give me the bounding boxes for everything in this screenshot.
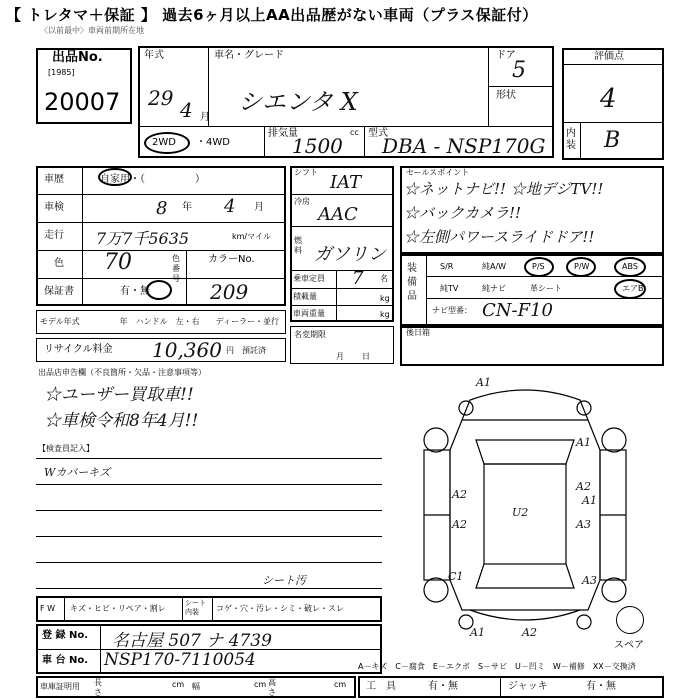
- lot-number: 20007: [44, 88, 121, 116]
- model-value: DBA - NSP170G: [382, 134, 546, 158]
- mileage-unit: km/マイル: [232, 232, 271, 241]
- cert-label: 車庫証明用: [40, 682, 80, 691]
- inspection-year-unit: 年: [182, 202, 192, 213]
- inspector-label: 【検査員記入】: [38, 444, 94, 453]
- cert-length: 長さ: [94, 678, 102, 697]
- drive-4wd: ・4WD: [196, 137, 230, 148]
- declaration-line-1: ☆ユーザー買取車!!: [44, 385, 194, 405]
- equip-pw: P/W: [574, 262, 590, 271]
- fuel-label: 燃料: [294, 236, 302, 255]
- inspector-note: Wカバーキズ: [44, 466, 111, 479]
- nav-value: CN-F10: [482, 300, 553, 321]
- sheet-note: シート汚: [262, 574, 306, 587]
- equip-ps: P/S: [532, 262, 545, 271]
- door-label: ドア: [496, 50, 516, 61]
- cert-length-unit: cm: [172, 680, 185, 689]
- warranty-label: 保証書: [44, 286, 74, 297]
- recycle-value: 10,360: [152, 338, 222, 362]
- chassis-value: NSP170-7110054: [104, 650, 256, 670]
- jack-value: 有・無: [586, 681, 616, 692]
- mark-11: A2: [522, 626, 537, 639]
- score-label: 評価点: [594, 51, 624, 62]
- equip-pw-circle: [566, 257, 596, 277]
- spare-tire-icon: [616, 606, 644, 634]
- history-value: 自家用・（ ）: [100, 174, 205, 185]
- recycle-unit: 円 預託済: [226, 346, 266, 355]
- mark-12: A3: [582, 574, 597, 587]
- equip-abs-circle: [614, 257, 646, 277]
- lot-small-number: [1985]: [48, 68, 75, 77]
- reg-label: 登 録 No.: [42, 630, 89, 641]
- month-value: 4: [180, 98, 193, 122]
- inspection-year: 8: [156, 198, 168, 219]
- spare-label: スペア: [614, 640, 644, 651]
- inspection-month: 4: [224, 196, 236, 217]
- cert-width-unit: cm: [254, 680, 267, 689]
- damage-legend: A－キズ C－腐食 E－エクボ S－サビ U－凹ミ W－補修 XX－交換済: [358, 662, 636, 671]
- capacity-label: 乗車定員: [293, 274, 325, 283]
- fuel-value: ガソリン: [314, 244, 386, 265]
- equip-ps-circle: [524, 257, 554, 277]
- interior-value: B: [604, 128, 621, 153]
- recycle-label: リサイクル料金: [44, 344, 113, 355]
- color-code-value: 209: [210, 280, 249, 304]
- cert-height-unit: cm: [334, 680, 347, 689]
- equip-sr: S/R: [440, 262, 454, 271]
- mark-6: A2: [452, 518, 467, 531]
- sales-title: セールスポイント: [406, 168, 470, 177]
- model-year-text: モデル年式 年 ハンドル 左・右 ディーラー・並行: [40, 317, 279, 326]
- jack-label: ジャッキ: [508, 681, 548, 692]
- mark-10: A1: [470, 626, 485, 639]
- chassis-label: 車 台 No.: [42, 655, 89, 666]
- color-no-label: 色番号: [172, 254, 180, 283]
- name-value: シエンタ X: [238, 88, 358, 116]
- color-code-label: カラーNo.: [208, 254, 255, 265]
- interior-label: 内装: [566, 128, 576, 151]
- model-label: 型式: [368, 128, 388, 139]
- warranty-circle: [146, 280, 172, 300]
- header-subtext: 〈以前最中〉車両前期所在地: [40, 26, 144, 35]
- lot-label: 出品No.: [52, 50, 103, 65]
- mark-7: A1: [582, 494, 597, 507]
- after-label: 後日箱: [406, 328, 430, 337]
- weight-unit: kg: [380, 310, 390, 319]
- equip-tv: 純TV: [440, 284, 459, 293]
- load-label: 積載量: [293, 292, 317, 301]
- tools-label: 工 具: [366, 681, 396, 692]
- equip-airbag: エアB: [622, 284, 644, 293]
- year-value: 29: [148, 86, 174, 110]
- mark-5: A2: [576, 480, 591, 493]
- sales-line-3: ☆左側パワースライドドア!!: [404, 228, 595, 246]
- seat-label: シート内装: [185, 599, 206, 616]
- sales-line-2: ☆バックカメラ!!: [404, 204, 522, 222]
- mark-2: A1: [576, 436, 591, 449]
- fw-label: F W: [40, 604, 56, 613]
- displacement-unit: cc: [350, 128, 359, 137]
- name-change-unit: 月日: [336, 352, 388, 361]
- inspection-month-unit: 月: [254, 202, 264, 213]
- tools-value: 有・無: [428, 681, 458, 692]
- declaration-line-2: ☆車検令和8年4月!!: [44, 411, 199, 431]
- nav-label: ナビ型番：: [432, 306, 472, 315]
- score-value: 4: [600, 84, 617, 114]
- mileage-value: 7万7千5635: [96, 229, 190, 248]
- mileage-label: 走行: [44, 230, 64, 241]
- after-box: [400, 326, 664, 366]
- cert-height: 高さ: [268, 678, 276, 697]
- sales-line-1: ☆ネットナビ!! ☆地デジTV!!: [404, 180, 604, 198]
- equip-alloy: 純A/W: [482, 262, 507, 271]
- inspection-label: 車検: [44, 202, 64, 213]
- color-value: 70: [104, 250, 132, 275]
- fw-items: キズ・ヒビ・リペア・割レ: [70, 604, 166, 613]
- seat-items: コゲ・穴・汚レ・シミ・破レ・スレ: [216, 604, 344, 613]
- capacity-value: 7: [352, 268, 364, 289]
- aircon-label: 冷房: [294, 197, 310, 206]
- aircon-value: AAC: [318, 204, 358, 225]
- drive-2wd: 2WD: [152, 137, 176, 148]
- declaration-label: 出品店申告欄（不良箇所・欠品・注意事項等）: [38, 368, 206, 377]
- name-change-label: 名変期限: [294, 330, 326, 339]
- color-label: 色: [54, 258, 64, 269]
- shift-label: シフト: [294, 168, 318, 177]
- shift-value: IAT: [330, 172, 362, 193]
- equip-abs: ABS: [622, 262, 638, 271]
- shape-label: 形状: [496, 90, 516, 101]
- displacement-value: 1500: [292, 134, 343, 158]
- load-unit: kg: [380, 294, 390, 303]
- mark-3: A2: [452, 488, 467, 501]
- equip-airbag-circle: [614, 279, 646, 299]
- mark-8: A3: [576, 518, 591, 531]
- mark-9: C1: [448, 570, 464, 583]
- weight-label: 車両重量: [293, 309, 325, 318]
- year-label: 年式: [144, 50, 164, 61]
- mark-1: A1: [476, 376, 491, 389]
- history-circle: [98, 168, 132, 186]
- warranty-value: 有・無: [120, 286, 150, 297]
- capacity-unit: 名: [380, 274, 388, 283]
- equip-navi: 純ナビ: [482, 284, 506, 293]
- equipment-label: 装備品: [407, 263, 417, 302]
- banner-title: 【 トレタマ＋保証 】 過去6ヶ月以上AA出品歴がない車両（プラス保証付）: [6, 6, 538, 24]
- month-unit: 月: [200, 112, 210, 123]
- reg-value: 名古屋 507 ナ 4739: [112, 631, 272, 651]
- equip-leather: 革シート: [530, 284, 562, 293]
- name-label: 車名・グレード: [214, 50, 284, 61]
- door-value: 5: [512, 58, 526, 83]
- displacement-label: 排気量: [268, 128, 298, 139]
- cert-width: 幅: [192, 682, 200, 691]
- history-label: 車歴: [44, 174, 64, 185]
- mark-4: U2: [512, 506, 529, 519]
